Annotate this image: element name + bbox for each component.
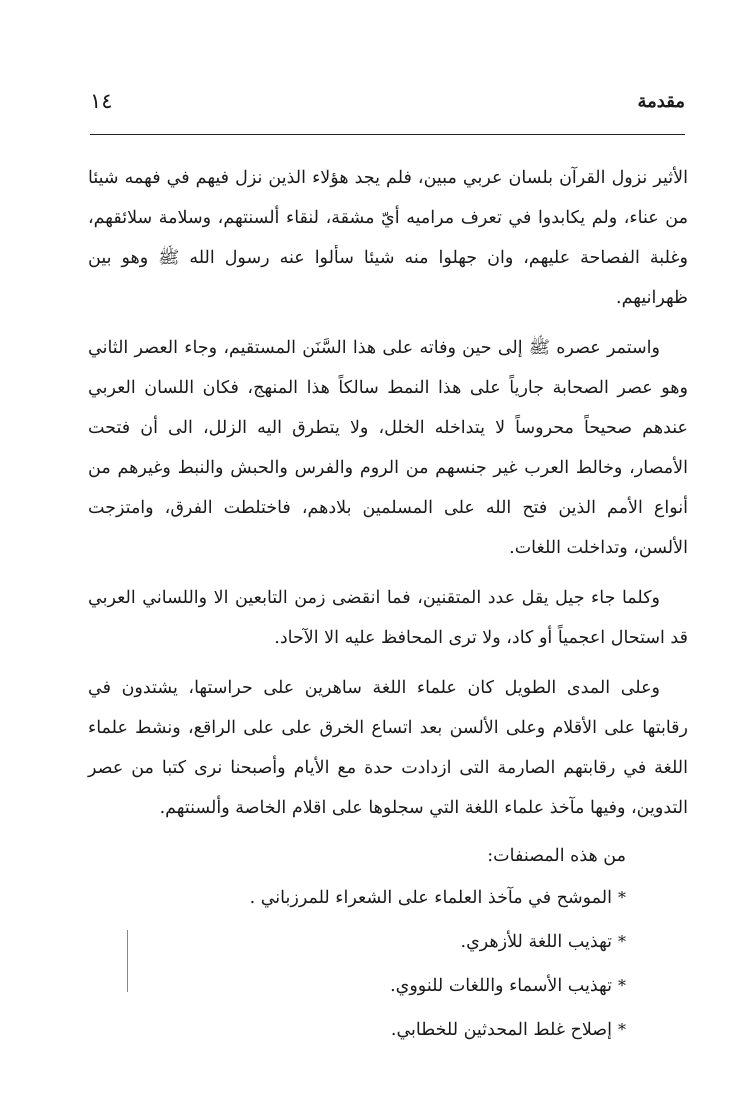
list-item — [88, 1008, 626, 1052]
list-item — [88, 876, 626, 920]
paragraph-1: الأثير نزول القرآن بلسان عربي مبين، فلم يجد هؤلاء الذين نزل فيهم في فهمه شيئا من عناء، ولم يكابدوا في تعرف مراميه أيّ مشقة، لنقاء ألسنتهم، وسلامة سلائقهم، وغلبة الفصاحة عليهم، وان جهلوا منه شيئا سألوا عنه رسول الله ﷺ وهو بين ظهرانيهم. — [88, 168, 688, 308]
list-item-text: تهذيب اللغة للأزهري. — [460, 932, 612, 952]
list-item-text: تهذيب الأسماء واللغات للنووي. — [390, 976, 612, 996]
list-item-text: إصلاح غلط المحدثين للخطابي. — [390, 1020, 612, 1040]
paragraph-3: وكلما جاء جيل يقل عدد المتقنين، فما انقضى زمن التابعين الا واللساني العربي قد استحال اعجمياً أو كاد، ولا ترى المحافظ عليه الا الآحاد. — [88, 588, 688, 648]
bullet-star-icon: * — [618, 976, 626, 995]
paragraph-2: واستمر عصره ﷺ إلى حين وفاته على هذا السَّنَن المستقيم، وجاء العصر الثاني وهو عصر الصحابة جارياً على هذا النمط سالكاً هذا المنهج، فكان اللسان العربي عندهم صحيحاً محروساً لا يتداخله الخلل، ولا يتطرق اليه الزلل، الى أن فتحت الأمصار، وخالط العرب غير جنسهم من الروم والفرس والحبش والنبط وغيرهم من أنواع الأمم الذين فتح الله على المسلمين بلادهم، فاختلطت الفرق، وامتزجت الألسن، وتداخلت اللغات. — [88, 338, 688, 558]
paragraph-4: وعلى المدى الطويل كان علماء اللغة ساهرين على حراستها، يشتدون في رقابتها على الأقلام وعلى الألسن بعد اتساع الخرق على على الراقع، ونشط علماء اللغة في رقابتهم الصارمة التى ازدادت حدة مع الأيام وأصبحنا نرى كتبا من عصر التدوين، وفيها مآخذ علماء اللغة التي سجلوها على اقلام الخاصة وألسنتهم. — [88, 678, 688, 818]
books-list — [88, 876, 688, 1052]
list-item-text: الموشح في مآخذ العلماء على الشعراء للمرزباني . — [249, 888, 612, 908]
page-header — [90, 88, 685, 122]
list-item — [88, 964, 626, 1008]
bullet-star-icon: * — [618, 932, 626, 951]
margin-mark — [127, 930, 128, 992]
bullet-star-icon: * — [618, 888, 626, 907]
body-text — [88, 158, 688, 1052]
list-intro: من هذه المصنفات: — [487, 846, 626, 866]
page-number: ١٤ — [90, 89, 113, 113]
list-item — [88, 920, 626, 964]
header-divider — [90, 134, 685, 135]
chapter-title: مقدمة — [637, 91, 685, 112]
bullet-star-icon: * — [618, 1020, 626, 1039]
